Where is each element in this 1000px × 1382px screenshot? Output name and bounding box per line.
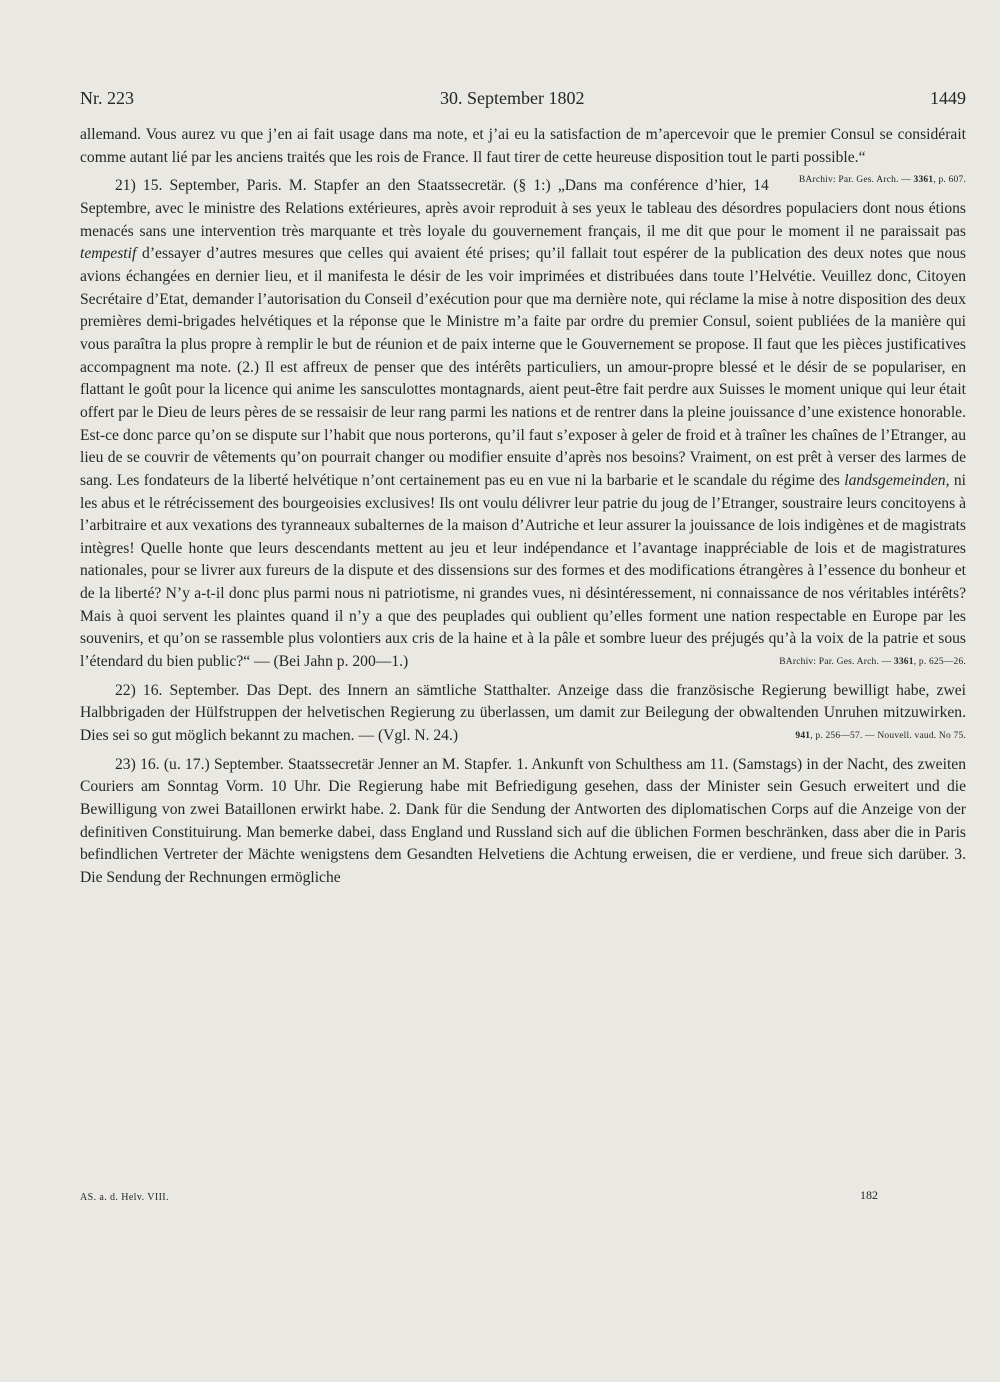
source-reference: BArchiv: Par. Ges. Arch. — 3361, p. 625—26. <box>779 657 966 668</box>
entry-22: 22) 16. September. Das Dept. des Innern an sämtliche Statthalter. Anzeige dass die französische Regierung bewilligt habe, zwei Halbbrigaden der Hülfstruppen der helvetischen Regierung zu überlassen, um damit zur Beilegung der obwaltenden Unruhen mitzuwirken. Dies sei so gut möglich bekannt zu machen. — (Vgl. N. 24.) 941, p. 256—57. — Nouvell. vaud. No 75. <box>80 680 966 748</box>
source-reference: BArchiv: Par. Ges. Arch. — 3361, p. 607. <box>798 175 966 186</box>
document-date: 30. September 1802 <box>440 88 585 108</box>
entry-23: 23) 16. (u. 17.) September. Staatssecretär Jenner an M. Stapfer. 1. Ankunft von Schulthess am 11. (Samstags) in der Nacht, des zweiten Couriers am Sonntag Vorm. 10 Uhr. Die Regierung habe mit Befriedigung gesehen, dass der Minister sein Gesuch erweitert und die Bewilligung von zwei Bataillonen erwirkt habe. 2. Dank für die Sendung der Antworten des diplomatischen Corps auf die Anzeige von der definitiven Constituirung. Man bemerke dabei, dass England und Russland sich auf die üblichen Formen beschränken, dass aber die in Paris befindlichen Vertreter der Mächte wenigstens dem Gesandten Helvetiens die Achtung erweisen, die er verdiene, und freue sich darüber. 3. Die Sendung der Rechnungen ermögliche <box>80 755 966 886</box>
source-reference: 941, p. 256—57. — Nouvell. vaud. No 75. <box>795 731 966 742</box>
document-number: Nr. 223 <box>80 88 134 108</box>
entry-21: 21) 15. September, Paris. M. Stapfer an den Staatssecretär. (§ 1:) „Dans ma conférence d’hier, 14 Septembre, avec le ministre des Relations extérieures, après avoir reproduit à ses yeux le tableau des désordres populaciers dont nous étions menacés sans une intervention très marquante et très loyale du gouvernement français, il me dit que pour le moment il ne paraissait pas tempestif d’essayer d’autres mesures que celles qui avaient été prises; qu’il fallait tout espérer de la publication des deux notes que nous avions échangées en dernier lieu, et il manifesta le désir de les voir imprimées et distribuées dans toute l’Helvétie. Veuillez donc, Citoyen Secrétaire d’Etat, demander l’autorisation du Conseil d’exécution pour que ma dernière note, qui réclame la mise à notre disposition des deux premières demi-brigades helvétiques et la réponse que le Ministre m’a faite par ordre du premier Consul, soient publiées de la manière qui vous paraîtra la plus propre à remplir le but de réunion et de paix interne que le Gouvernement se propose. Il faut que les pièces justificatives accompagnent ma note. (2.) Il est affreux de penser que des intérêts particuliers, un amour-propre blessé et le désir de se populariser, en flattant le goût pour la licence qui anime les sansculottes montagnards, aient peut-être fait perdre aux Suisses le moment unique qui leur était offert par le Dieu de leurs pères de se ressaisir de leur rang parmi les nations et de rentrer dans la pleine jouissance d’une existence honorable. Est-ce donc parce qu’on se dispute sur l’habit que nous porterons, qu’il faut s’exposer à geler de froid et à traîner les chaînes de l’Etranger, au lieu de se couvrir de vêtements qu’on pourrait changer ou modifier ensuite d’après nos besoins? Vraiment, on est prêt à verser des larmes de sang. Les fondateurs de la liberté helvétique n’ont certainement pas eu en vue ni la barbarie et le scandale du régime des landsgemeinden, ni les abus et le rétrécissement des bourgeoisies exclusives! Ils ont voulu délivrer leur patrie du joug de l’Etranger, soustraire leurs concitoyens à l’arbitraire et aux vexations des tyranneaux subalternes de la maison d’Autriche et leur assurer la jouissance de lois indigènes et de magistrats intègres! Quelle honte que leurs descendants mettent au jeu et leur indépendance et l’avantage inappréciable de lois et de magistratures nationales, pour se livrer aux fureurs de la dispute et des dissensions sur des formes et des modifications étrangères à l’essence du bonheur et de la liberté? N’y a-t-il donc plus parmi nous ni patriotisme, ni grandes vues, ni désintéressement, ni connaissance de nos véritables intérêts? Mais à quoi servent les plaintes quand il n’y a que des peuplades qui oublient qu’elles forment une nation respectable en Europe par les souvenirs, et qu’on se rassemble plus volontiers aux cris de la haine et à la pâle et sombre lueur des préjugés qu’à la voix de la patrie et sous l’étendard du bien public?“ — (Bei Jahn p. 200—1.) BArchiv: Par. Ges. Arch. — 3361, p. 625—26. <box>80 175 966 673</box>
page-header <box>80 88 966 116</box>
page-number: 1449 <box>930 88 966 108</box>
paragraph-text: allemand. Vous aurez vu que j’en ai fait usage dans ma note, et j’ai eu la satisfaction de m’apercevoir que le premier Consul se considérait comme autant lié par les anciens traités que les rois de France. Il faut tirer de cette heureuse disposition tout le parti possible.“ <box>80 126 966 166</box>
volume-signature: AS. a. d. Helv. VIII. <box>80 1192 169 1203</box>
main-text <box>80 124 966 890</box>
page-footer <box>80 1188 966 1208</box>
sheet-number: 182 <box>860 1188 878 1202</box>
paragraph-continuation <box>80 124 966 186</box>
